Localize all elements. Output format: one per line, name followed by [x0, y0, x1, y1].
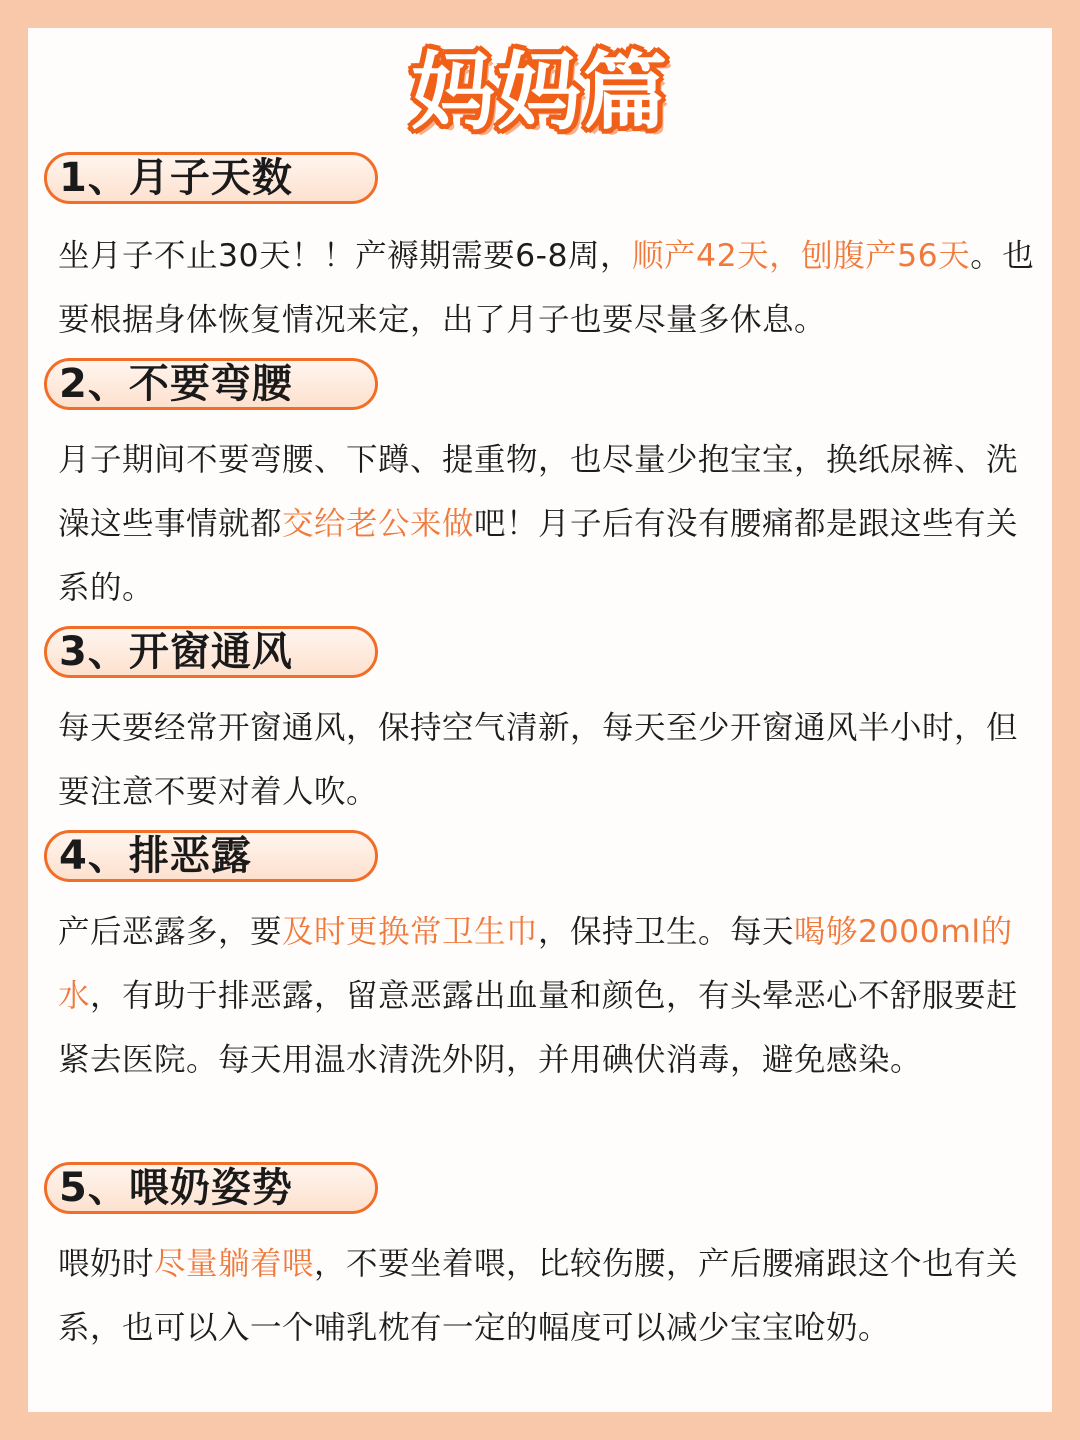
text-segment: 产后恶露多，要: [58, 914, 283, 950]
text-segment: 吧！月子后有没有腰痛都是跟这些有关系的。: [58, 506, 1019, 606]
section-heading-label: 3、开窗通风: [59, 629, 293, 675]
section-heading-1: [44, 152, 378, 204]
section-heading-5: [44, 1162, 378, 1214]
highlight-segment: 顺产42天，刨腹产56天: [632, 238, 971, 274]
section-heading-label: 2、不要弯腰: [59, 361, 293, 407]
highlight-segment: 尽量躺着喂: [154, 1246, 315, 1282]
section-paragraph-1: [58, 224, 1038, 352]
section-paragraph-5: [58, 1232, 1038, 1360]
section-paragraph-3: [58, 696, 1038, 824]
text-segment: ，有助于排恶露，留意恶露出血量和颜色，有头晕恶心不舒服要赶紧去医院。每天用温水清洗外阴，并用碘伏消毒，避免感染。: [58, 978, 1019, 1078]
section-heading-3: [44, 626, 378, 678]
highlight-segment: 喝够2000ml的水: [58, 914, 1013, 1014]
page-title: 妈妈篇: [410, 43, 669, 141]
section-heading-label: 5、喂奶姿势: [59, 1165, 293, 1211]
section-paragraph-2: [58, 428, 1038, 620]
section-heading-label: 4、排恶露: [59, 833, 252, 879]
text-segment: ，不要坐着喂，比较伤腰，产后腰痛跟这个也有关系，也可以入一个哺乳枕有一定的幅度可以减少宝宝呛奶。: [58, 1246, 1019, 1346]
text-segment: 每天要经常开窗通风，保持空气清新，每天至少开窗通风半小时，但要注意不要对着人吹。: [58, 710, 1019, 810]
section-heading-4: [44, 830, 378, 882]
section-heading-2: [44, 358, 378, 410]
highlight-segment: 交给老公来做: [282, 506, 475, 542]
text-segment: 喂奶时: [58, 1246, 155, 1282]
section-heading-label: 1、月子天数: [59, 155, 293, 201]
text-segment: ，保持卫生。每天: [538, 914, 795, 950]
text-segment: 坐月子不止30天！！产褥期需要6-8周，: [58, 238, 633, 274]
section-paragraph-4: [58, 900, 1038, 1092]
text-segment: 。也要根据身体恢复情况来定，出了月子也要尽量多休息。: [58, 238, 1035, 338]
text-segment: 月子期间不要弯腰、下蹲、提重物，也尽量少抱宝宝，换纸尿裤、洗澡这些事情就都: [58, 442, 1019, 542]
highlight-segment: 及时更换常卫生巾: [282, 914, 539, 950]
